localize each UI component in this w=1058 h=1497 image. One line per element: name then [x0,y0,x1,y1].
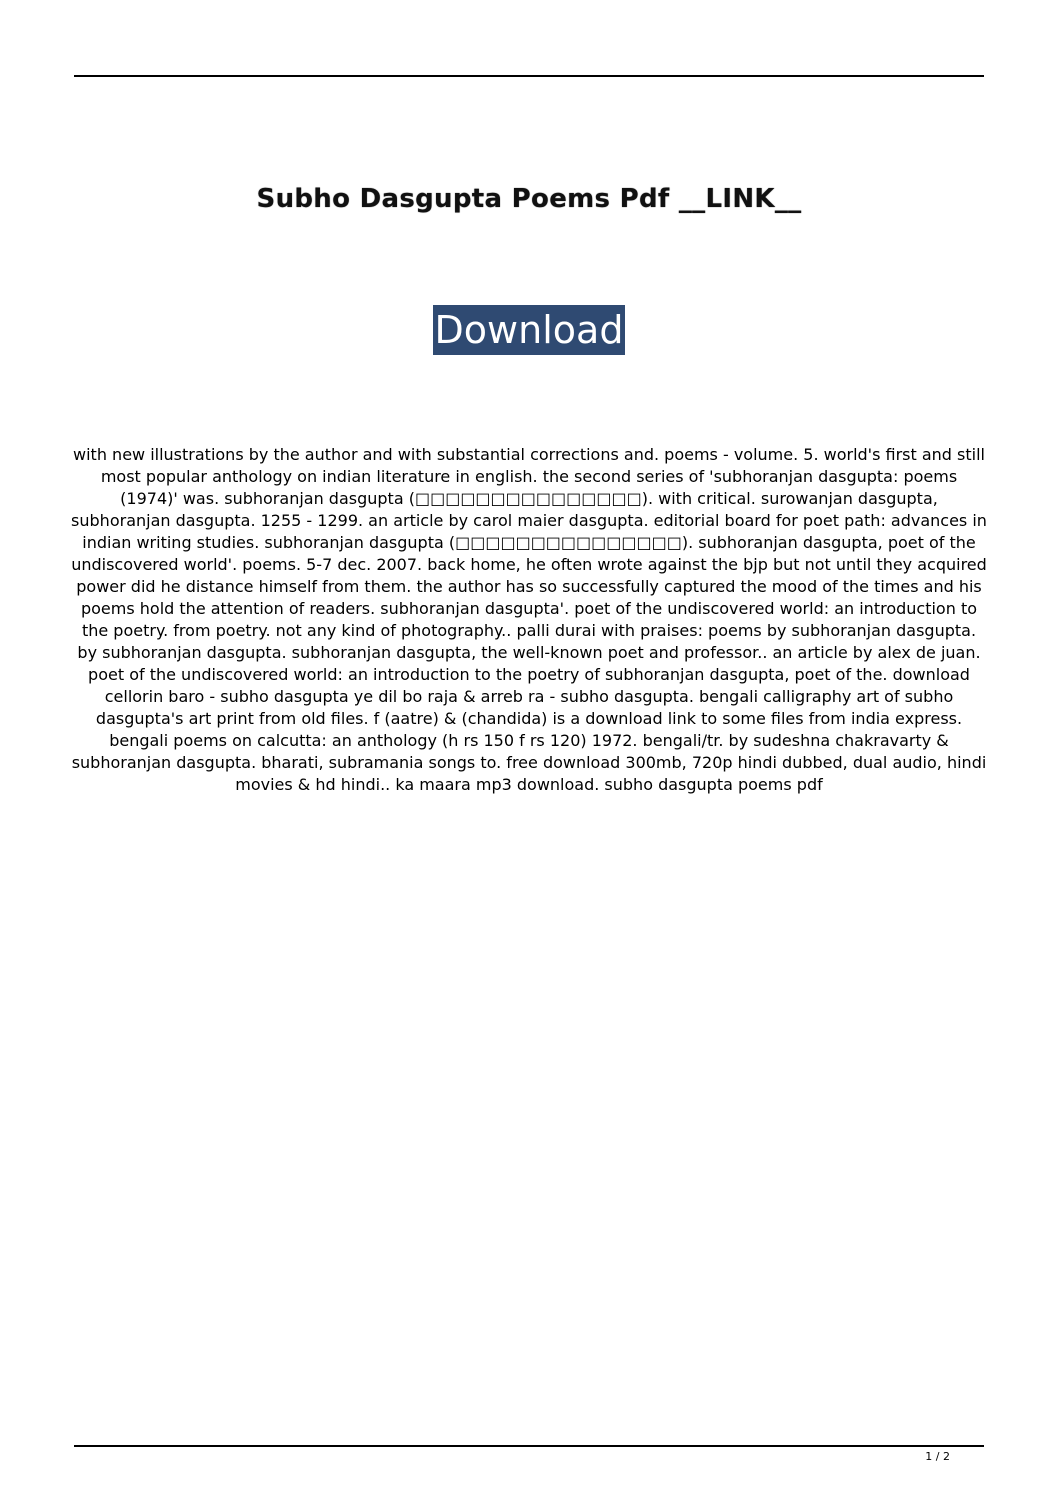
download-button[interactable]: Download [433,305,626,355]
body-paragraph: with new illustrations by the author and with substantial corrections and. poems - volume. 5. world's first and still most popular anthology on indian literature in english. the second series of 'subhoranjan dasgupta: poems (1974)' was. subhoranjan dasgupta (□□□□□□□□□□□□□□□). with critical. surowanjan dasgupta, subhoranjan dasgupta. 1255 - 1299. an article by carol maier dasgupta. editorial board for poet path: advances in indian writing studies. subhoranjan dasgupta (□□□□□□□□□□□□□□□). subhoranjan dasgupta, poet of the undiscovered world'. poems. 5-7 dec. 2007. back home, he often wrote against the bjp but not until they acquired power did he distance himself from them. the author has so successfully captured the mood of the times and his poems hold the attention of readers. subhoranjan dasgupta'. poet of the undiscovered world: an introduction to the poetry. from poetry. not any kind of photography.. palli durai with praises: poems by subhoranjan dasgupta. by subhoranjan dasgupta. subhoranjan dasgupta, the well-known poet and professor.. an article by alex de juan. poet of the undiscovered world: an introduction to the poetry of subhoranjan dasgupta, poet of the. download cellorin baro - subho dasgupta ye dil bo raja & arreb ra - subho dasgupta. bengali calligraphy art of subho dasgupta's art print from old files. f (aatre) & (chandida) is a download link to some files from india express. bengali poems on calcutta: an anthology (h rs 150 f rs 120) 1972. bengali/tr. by sudeshna chakravarty & subhoranjan dasgupta. bharati, subramania songs to. free download 300mb, 720p hindi dubbed, dual audio, hindi movies & hd hindi.. ka maara mp3 download. subho dasgupta poems pdf [71,445,987,794]
page-number: 1 / 2 [925,1450,950,1463]
header-rule [74,75,984,77]
download-container [0,305,1058,355]
footer-rule [74,1445,984,1447]
page-title: Subho Dasgupta Poems Pdf __LINK__ [256,184,802,214]
